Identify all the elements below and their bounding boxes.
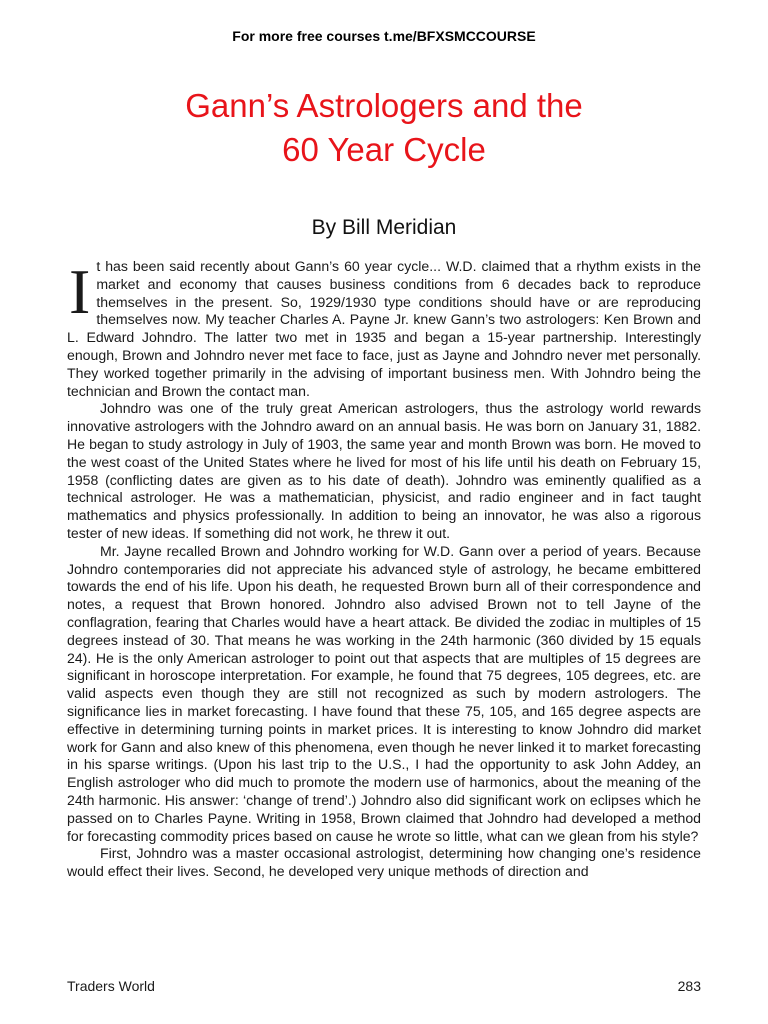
paragraph-1 [67, 258, 701, 400]
publication-name: Traders World [67, 978, 155, 994]
paragraph-2: Johndro was one of the truly great American astrologers, thus the astrology world rewards innovative astrologers with the Johndro award on an annual basis. He was born on January 31, 1882. He began to study astrology in July of 1903, the same year and month Brown was born. He moved to the west coast of the United States where he lived for most of his life until his death on February 15, 1958 (conflicting dates are given as to his date of death). Johndro was eminently qualified as a technical astrologer. He was a mathematician, physicist, and radio engineer and in fact taught mathematics and physics professionally. In addition to being an innovator, he was also a rigorous tester of new ideas. If something did not work, he threw it out. [67, 400, 701, 541]
promo-header: For more free courses t.me/BFXSMCCOURSE [232, 28, 536, 44]
author-byline: By Bill Meridian [311, 216, 457, 239]
title-line-1: Gann’s Astrologers and the [185, 87, 583, 124]
paragraph-3: Mr. Jayne recalled Brown and Johndro working for W.D. Gann over a period of years. Because Johndro contemporaries did not appreciate his advanced style of astrology, he became embittered towards the end of his life. Upon his death, he requested Brown burn all of their correspondence and notes, a request that Brown honored. Johndro also advised Brown not to tell Jayne of the conflagration, fearing that Charles would have a heart attack. Be divided the zodiac in multiples of 15 degrees instead of 30. That means he was working in the 24th harmonic (360 divided by 15 equals 24). He is the only American astrologer to point out that aspects that are multiples of 15 degrees are significant in horoscope interpretation. For example, he found that 75 degrees, 105 degrees, etc. are valid aspects even though they are still not recognized as such by modern astrologers. The significance lies in market forecasting. I have found that these 75, 105, and 165 degree aspects are effective in determining turning points in market prices. It is interesting to know Johndro did market work for Gann and also knew of this phenomena, even though he never linked it to market forecasting in his sparse writings. (Upon his last trip to the U.S., I had the opportunity to ask John Addey, an English astrologer who did much to promote the modern use of harmonics, about the meaning of the 24th harmonic. His answer: ‘change of trend’.) Johndro also did significant work on eclipses which he passed on to Charles Payne. Writing in 1958, Brown claimed that Johndro had developed a method for forecasting commodity prices based on cause he wrote so little, what can we glean from his style? [67, 542, 701, 844]
title-line-2: 60 Year Cycle [282, 131, 486, 168]
paragraph-1-text: t has been said recently about Gann’s 60 year cycle... W.D. claimed that a rhythm exists in the market and economy that causes business conditions from 6 decades back to reproduce themselves in the present. So, 1929/1930 type conditions should have or are reproducing themselves now. My teacher Charles A. Payne Jr. knew Gann’s two astrologers: Ken Brown and L. Edward Johndro. The latter two met in 1935 and began a 15-year partnership. Interestingly enough, Brown and Johndro never met face to face, just as Jayne and Johndro never met personally. They worked together primarily in the advising of important business men. With Johndro being the technician and Brown the contact man. [67, 258, 701, 399]
drop-cap: I [69, 256, 91, 327]
article-title [0, 84, 768, 172]
paragraph-4: First, Johndro was a master occasional astrologist, determining how changing one’s residence would effect their lives. Second, he developed very unique methods of direction and [67, 845, 701, 880]
article-body [67, 258, 701, 881]
page-number: 283 [677, 978, 701, 994]
